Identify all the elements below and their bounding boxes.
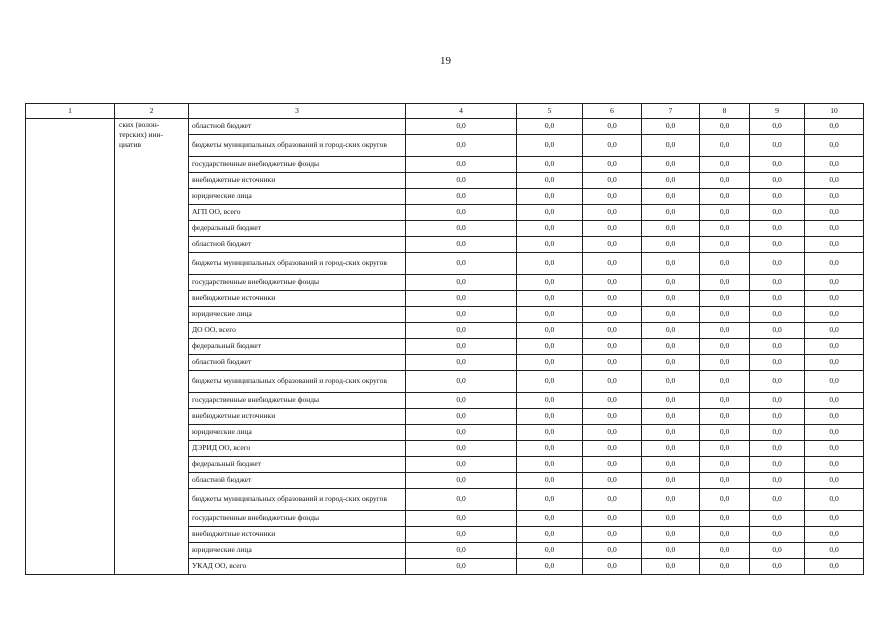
value-cell: 0,0 [517, 425, 583, 441]
value-cell: 0,0 [750, 559, 805, 575]
value-cell: 0,0 [700, 189, 750, 205]
value-cell: 0,0 [805, 253, 864, 275]
value-cell: 0,0 [642, 473, 700, 489]
value-cell: 0,0 [805, 527, 864, 543]
value-cell: 0,0 [517, 307, 583, 323]
value-cell: 0,0 [583, 393, 642, 409]
column-header: 9 [750, 104, 805, 119]
value-cell: 0,0 [583, 189, 642, 205]
funding-source-label: государственные внебюджетные фонды [189, 393, 406, 409]
funding-source-label: федеральный бюджет [189, 457, 406, 473]
value-cell: 0,0 [805, 457, 864, 473]
value-cell: 0,0 [805, 559, 864, 575]
value-cell: 0,0 [583, 511, 642, 527]
value-cell: 0,0 [517, 119, 583, 135]
value-cell: 0,0 [583, 355, 642, 371]
value-cell: 0,0 [583, 221, 642, 237]
value-cell: 0,0 [750, 275, 805, 291]
value-cell: 0,0 [642, 205, 700, 221]
value-cell: 0,0 [700, 119, 750, 135]
value-cell: 0,0 [517, 189, 583, 205]
value-cell: 0,0 [642, 173, 700, 189]
value-cell: 0,0 [517, 371, 583, 393]
value-cell: 0,0 [750, 457, 805, 473]
value-cell: 0,0 [750, 441, 805, 457]
value-cell: 0,0 [805, 371, 864, 393]
funding-source-label: бюджеты муниципальных образований и город-ских округов [189, 371, 406, 393]
value-cell: 0,0 [583, 457, 642, 473]
value-cell: 0,0 [406, 393, 517, 409]
funding-source-label: федеральный бюджет [189, 339, 406, 355]
value-cell: 0,0 [700, 425, 750, 441]
value-cell: 0,0 [805, 409, 864, 425]
value-cell: 0,0 [642, 157, 700, 173]
funding-source-label: бюджеты муниципальных образований и город-ских округов [189, 253, 406, 275]
value-cell: 0,0 [750, 473, 805, 489]
value-cell: 0,0 [642, 135, 700, 157]
value-cell: 0,0 [642, 489, 700, 511]
value-cell: 0,0 [805, 157, 864, 173]
value-cell: 0,0 [750, 425, 805, 441]
value-cell: 0,0 [642, 393, 700, 409]
value-cell: 0,0 [517, 339, 583, 355]
column-1-cell [26, 119, 115, 575]
value-cell: 0,0 [517, 135, 583, 157]
value-cell: 0,0 [517, 409, 583, 425]
funding-source-label: областной бюджет [189, 237, 406, 253]
value-cell: 0,0 [805, 135, 864, 157]
value-cell: 0,0 [517, 205, 583, 221]
value-cell: 0,0 [406, 135, 517, 157]
value-cell: 0,0 [517, 253, 583, 275]
value-cell: 0,0 [583, 323, 642, 339]
value-cell: 0,0 [750, 511, 805, 527]
value-cell: 0,0 [406, 489, 517, 511]
value-cell: 0,0 [642, 559, 700, 575]
value-cell: 0,0 [805, 511, 864, 527]
value-cell: 0,0 [642, 323, 700, 339]
value-cell: 0,0 [805, 275, 864, 291]
value-cell: 0,0 [700, 527, 750, 543]
funding-source-label: внебюджетные источники [189, 173, 406, 189]
column-header: 7 [642, 104, 700, 119]
value-cell: 0,0 [517, 275, 583, 291]
funding-source-label: ДЭРИД ОО, всего [189, 441, 406, 457]
value-cell: 0,0 [700, 409, 750, 425]
funding-source-label: внебюджетные источники [189, 291, 406, 307]
value-cell: 0,0 [642, 371, 700, 393]
table-header-row [26, 104, 864, 119]
value-cell: 0,0 [583, 157, 642, 173]
value-cell: 0,0 [750, 221, 805, 237]
value-cell: 0,0 [583, 543, 642, 559]
value-cell: 0,0 [750, 409, 805, 425]
value-cell: 0,0 [805, 221, 864, 237]
value-cell: 0,0 [406, 221, 517, 237]
value-cell: 0,0 [805, 173, 864, 189]
value-cell: 0,0 [642, 355, 700, 371]
value-cell: 0,0 [700, 489, 750, 511]
column-header: 4 [406, 104, 517, 119]
value-cell: 0,0 [642, 253, 700, 275]
page-number: 19 [440, 55, 451, 67]
value-cell: 0,0 [583, 473, 642, 489]
value-cell: 0,0 [583, 371, 642, 393]
value-cell: 0,0 [517, 559, 583, 575]
value-cell: 0,0 [805, 355, 864, 371]
value-cell: 0,0 [700, 173, 750, 189]
value-cell: 0,0 [700, 307, 750, 323]
value-cell: 0,0 [700, 291, 750, 307]
value-cell: 0,0 [750, 189, 805, 205]
column-header: 6 [583, 104, 642, 119]
funding-source-label: областной бюджет [189, 473, 406, 489]
value-cell: 0,0 [642, 237, 700, 253]
value-cell: 0,0 [642, 543, 700, 559]
value-cell: 0,0 [517, 457, 583, 473]
value-cell: 0,0 [406, 275, 517, 291]
value-cell: 0,0 [406, 323, 517, 339]
funding-source-label: областной бюджет [189, 119, 406, 135]
value-cell: 0,0 [406, 371, 517, 393]
value-cell: 0,0 [583, 237, 642, 253]
value-cell: 0,0 [406, 559, 517, 575]
value-cell: 0,0 [805, 393, 864, 409]
value-cell: 0,0 [517, 323, 583, 339]
value-cell: 0,0 [805, 489, 864, 511]
value-cell: 0,0 [406, 253, 517, 275]
value-cell: 0,0 [642, 339, 700, 355]
value-cell: 0,0 [700, 323, 750, 339]
funding-source-label: АГП ОО, всего [189, 205, 406, 221]
funding-source-label: внебюджетные источники [189, 409, 406, 425]
value-cell: 0,0 [517, 543, 583, 559]
value-cell: 0,0 [583, 339, 642, 355]
value-cell: 0,0 [750, 543, 805, 559]
value-cell: 0,0 [642, 511, 700, 527]
value-cell: 0,0 [406, 237, 517, 253]
value-cell: 0,0 [805, 119, 864, 135]
value-cell: 0,0 [406, 205, 517, 221]
value-cell: 0,0 [642, 307, 700, 323]
funding-source-label: юридические лица [189, 543, 406, 559]
funding-source-label: федеральный бюджет [189, 221, 406, 237]
value-cell: 0,0 [642, 457, 700, 473]
value-cell: 0,0 [517, 291, 583, 307]
value-cell: 0,0 [805, 307, 864, 323]
value-cell: 0,0 [642, 409, 700, 425]
value-cell: 0,0 [700, 511, 750, 527]
value-cell: 0,0 [583, 409, 642, 425]
value-cell: 0,0 [700, 441, 750, 457]
funding-source-label: государственные внебюджетные фонды [189, 157, 406, 173]
funding-source-label: государственные внебюджетные фонды [189, 511, 406, 527]
funding-source-label: юридические лица [189, 425, 406, 441]
value-cell: 0,0 [700, 393, 750, 409]
value-cell: 0,0 [750, 307, 805, 323]
funding-source-label: бюджеты муниципальных образований и город-ских округов [189, 135, 406, 157]
value-cell: 0,0 [805, 237, 864, 253]
column-header: 10 [805, 104, 864, 119]
value-cell: 0,0 [406, 157, 517, 173]
value-cell: 0,0 [583, 291, 642, 307]
value-cell: 0,0 [750, 291, 805, 307]
column-header: 2 [115, 104, 189, 119]
value-cell: 0,0 [700, 237, 750, 253]
value-cell: 0,0 [583, 441, 642, 457]
value-cell: 0,0 [700, 205, 750, 221]
value-cell: 0,0 [583, 489, 642, 511]
value-cell: 0,0 [750, 173, 805, 189]
value-cell: 0,0 [750, 489, 805, 511]
value-cell: 0,0 [805, 323, 864, 339]
value-cell: 0,0 [583, 275, 642, 291]
funding-source-label: государственные внебюджетные фонды [189, 275, 406, 291]
value-cell: 0,0 [406, 425, 517, 441]
value-cell: 0,0 [642, 221, 700, 237]
value-cell: 0,0 [583, 425, 642, 441]
value-cell: 0,0 [750, 393, 805, 409]
value-cell: 0,0 [583, 205, 642, 221]
value-cell: 0,0 [700, 371, 750, 393]
value-cell: 0,0 [406, 189, 517, 205]
value-cell: 0,0 [642, 441, 700, 457]
value-cell: 0,0 [750, 157, 805, 173]
value-cell: 0,0 [700, 275, 750, 291]
value-cell: 0,0 [406, 291, 517, 307]
value-cell: 0,0 [517, 157, 583, 173]
value-cell: 0,0 [805, 291, 864, 307]
value-cell: 0,0 [517, 237, 583, 253]
value-cell: 0,0 [750, 323, 805, 339]
value-cell: 0,0 [583, 135, 642, 157]
value-cell: 0,0 [517, 355, 583, 371]
value-cell: 0,0 [406, 457, 517, 473]
value-cell: 0,0 [700, 339, 750, 355]
value-cell: 0,0 [642, 119, 700, 135]
value-cell: 0,0 [406, 173, 517, 189]
column-header: 8 [700, 104, 750, 119]
value-cell: 0,0 [517, 511, 583, 527]
value-cell: 0,0 [750, 371, 805, 393]
value-cell: 0,0 [406, 339, 517, 355]
funding-source-label: юридические лица [189, 189, 406, 205]
value-cell: 0,0 [805, 189, 864, 205]
value-cell: 0,0 [750, 527, 805, 543]
column-header: 3 [189, 104, 406, 119]
value-cell: 0,0 [517, 473, 583, 489]
value-cell: 0,0 [406, 527, 517, 543]
value-cell: 0,0 [517, 221, 583, 237]
value-cell: 0,0 [700, 135, 750, 157]
value-cell: 0,0 [805, 441, 864, 457]
value-cell: 0,0 [517, 393, 583, 409]
value-cell: 0,0 [517, 489, 583, 511]
value-cell: 0,0 [406, 409, 517, 425]
value-cell: 0,0 [750, 205, 805, 221]
value-cell: 0,0 [805, 543, 864, 559]
value-cell: 0,0 [700, 157, 750, 173]
value-cell: 0,0 [700, 559, 750, 575]
measure-name-cell: ских (волон-терских) ини-циатив [115, 119, 189, 575]
value-cell: 0,0 [805, 339, 864, 355]
funding-source-label: юридические лица [189, 307, 406, 323]
value-cell: 0,0 [750, 355, 805, 371]
column-header: 1 [26, 104, 115, 119]
funding-source-label: внебюджетные источники [189, 527, 406, 543]
value-cell: 0,0 [406, 355, 517, 371]
value-cell: 0,0 [517, 441, 583, 457]
value-cell: 0,0 [642, 527, 700, 543]
value-cell: 0,0 [583, 173, 642, 189]
value-cell: 0,0 [583, 307, 642, 323]
value-cell: 0,0 [805, 473, 864, 489]
value-cell: 0,0 [750, 135, 805, 157]
funding-source-label: ДО ОО, всего [189, 323, 406, 339]
value-cell: 0,0 [700, 543, 750, 559]
value-cell: 0,0 [406, 543, 517, 559]
value-cell: 0,0 [750, 119, 805, 135]
value-cell: 0,0 [583, 527, 642, 543]
value-cell: 0,0 [642, 275, 700, 291]
value-cell: 0,0 [406, 473, 517, 489]
column-header: 5 [517, 104, 583, 119]
value-cell: 0,0 [517, 173, 583, 189]
value-cell: 0,0 [406, 511, 517, 527]
funding-source-label: УКАД ОО, всего [189, 559, 406, 575]
value-cell: 0,0 [750, 339, 805, 355]
funding-source-label: бюджеты муниципальных образований и город-ских округов [189, 489, 406, 511]
value-cell: 0,0 [805, 205, 864, 221]
table-row [26, 119, 864, 135]
value-cell: 0,0 [642, 189, 700, 205]
value-cell: 0,0 [805, 425, 864, 441]
funding-source-label: областной бюджет [189, 355, 406, 371]
value-cell: 0,0 [700, 355, 750, 371]
value-cell: 0,0 [700, 457, 750, 473]
value-cell: 0,0 [406, 307, 517, 323]
value-cell: 0,0 [750, 253, 805, 275]
value-cell: 0,0 [700, 253, 750, 275]
value-cell: 0,0 [406, 441, 517, 457]
table-body [26, 104, 864, 575]
value-cell: 0,0 [583, 119, 642, 135]
budget-table [25, 103, 864, 575]
value-cell: 0,0 [700, 473, 750, 489]
value-cell: 0,0 [583, 559, 642, 575]
value-cell: 0,0 [642, 291, 700, 307]
value-cell: 0,0 [700, 221, 750, 237]
value-cell: 0,0 [750, 237, 805, 253]
value-cell: 0,0 [517, 527, 583, 543]
value-cell: 0,0 [406, 119, 517, 135]
value-cell: 0,0 [583, 253, 642, 275]
value-cell: 0,0 [642, 425, 700, 441]
